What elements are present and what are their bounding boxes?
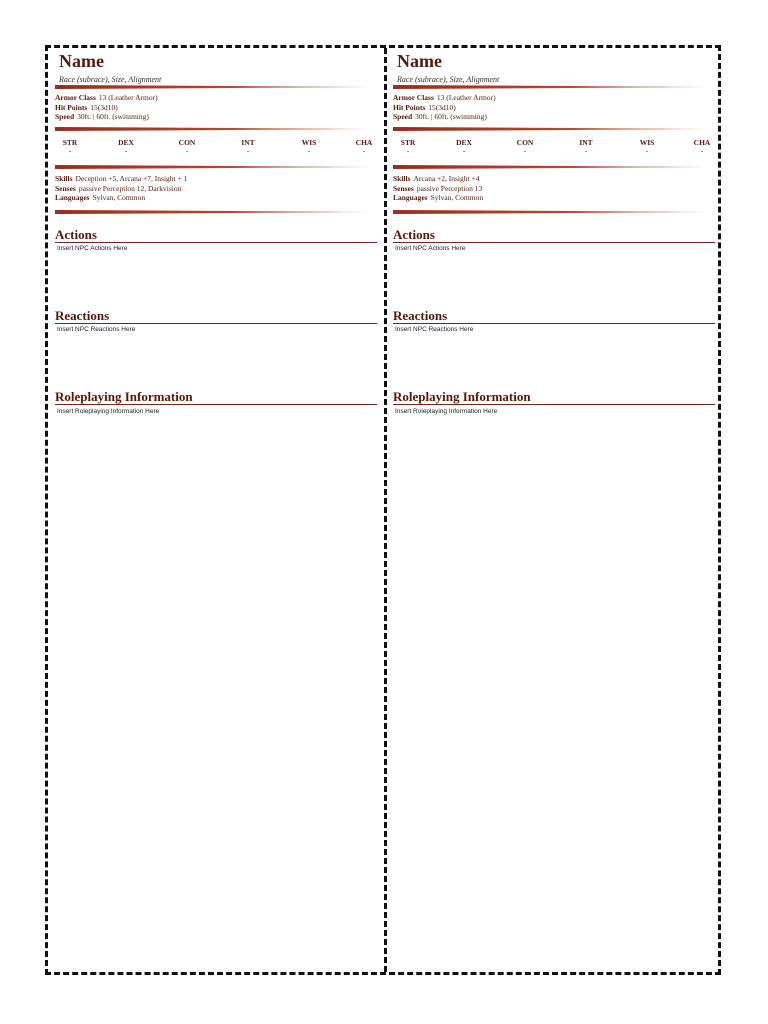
ability-cha [349,138,379,154]
armor-class-value: 13 (Leather Armor) [98,93,158,102]
ability-value: - [307,147,311,155]
roleplaying-body: Insert Roleplaying Information Here [395,408,498,415]
section-bar [55,165,373,169]
section-bar [55,210,373,214]
skills-label: Skills [55,174,73,183]
ability-value: - [462,147,466,155]
ability-label: WIS [639,138,655,147]
section-bar [55,127,373,131]
roleplaying-body: Insert Roleplaying Information Here [57,408,160,415]
languages-label: Languages [55,193,90,202]
ability-int [233,138,263,154]
hit-points-label: Hit Points [55,102,88,112]
armor-class-label: Armor Class [393,93,434,102]
ability-value: - [700,147,704,155]
ability-con [510,138,540,154]
ability-str [55,138,85,154]
hit-points-row [55,103,158,113]
section-bar [393,210,711,214]
roleplaying-heading: Roleplaying Information [55,389,377,405]
ability-label: CHA [693,138,711,147]
ability-scores [55,138,373,162]
ability-con [172,138,202,154]
core-stats [393,93,496,122]
skills-row [55,174,187,184]
npc-card-left [53,48,383,972]
ability-value: - [645,147,649,155]
section-bar [393,127,711,131]
ability-label: CHA [355,138,373,147]
hit-points-value: 15(3d10) [428,102,456,112]
core-stats [55,93,158,122]
section-bar [393,85,711,89]
reactions-heading: Reactions [393,308,715,324]
ability-label: STR [400,138,416,147]
ability-wis [632,138,662,154]
speed-label: Speed [55,112,75,121]
languages-row [55,193,187,203]
ability-value: - [584,147,588,155]
ability-value: - [246,147,250,155]
reactions-body: Insert NPC Reactions Here [395,326,474,333]
reactions-heading: Reactions [55,308,377,324]
section-bar [55,85,373,89]
hit-points-label: Hit Points [393,102,426,112]
senses-row [393,184,483,194]
actions-body: Insert NPC Actions Here [57,245,128,252]
ability-value: - [124,147,128,155]
speed-value: 30ft. | 60ft. (swimming) [415,112,487,121]
speed-value: 30ft. | 60ft. (swimming) [77,112,149,121]
ability-label: CON [516,138,534,147]
reactions-body: Insert NPC Reactions Here [57,326,136,333]
section-bar [393,165,711,169]
cut-line-divider [384,48,387,972]
senses-label: Senses [393,183,414,193]
ability-label: WIS [301,138,317,147]
armor-class-row [55,93,158,103]
properties [55,174,187,203]
ability-scores [393,138,711,162]
languages-value: Sylvan, Common [430,193,484,202]
properties [393,174,483,203]
npc-card-right [391,48,721,972]
stat-block-sheet [45,45,721,975]
ability-value: - [68,147,72,155]
skills-value: Deception +5, Arcana +7, Insight + 1 [75,174,188,183]
senses-value: passive Perception 13 [416,183,483,193]
speed-row [393,112,496,122]
armor-class-row [393,93,496,103]
speed-label: Speed [393,112,413,121]
ability-value: - [362,147,366,155]
ability-label: DEX [118,138,134,147]
languages-row [393,193,483,203]
actions-heading: Actions [55,227,377,243]
ability-str [393,138,423,154]
languages-value: Sylvan, Common [92,193,146,202]
roleplaying-heading: Roleplaying Information [393,389,715,405]
ability-label: DEX [456,138,472,147]
ability-value: - [406,147,410,155]
npc-name: Name [397,51,442,71]
ability-dex [111,138,141,154]
armor-class-label: Armor Class [55,93,96,102]
speed-row [55,112,158,122]
actions-body: Insert NPC Actions Here [395,245,466,252]
skills-row [393,174,483,184]
actions-heading: Actions [393,227,715,243]
npc-subtitle: Race (subrace), Size, Alignment [397,75,500,84]
ability-value: - [523,147,527,155]
ability-dex [449,138,479,154]
armor-class-value: 13 (Leather Armor) [436,93,496,102]
ability-label: INT [579,138,593,147]
ability-label: STR [62,138,78,147]
ability-value: - [185,147,189,155]
npc-name: Name [59,51,104,71]
ability-cha [687,138,717,154]
hit-points-row [393,103,496,113]
ability-wis [294,138,324,154]
senses-label: Senses [55,183,76,193]
skills-value: Arcana +2, Insight +4 [413,174,480,183]
ability-label: CON [178,138,196,147]
languages-label: Languages [393,193,428,202]
skills-label: Skills [393,174,411,183]
npc-subtitle: Race (subrace), Size, Alignment [59,75,162,84]
senses-value: passive Perception 12, Darkvision [78,183,182,193]
ability-int [571,138,601,154]
hit-points-value: 15(3d10) [90,102,118,112]
senses-row [55,184,187,194]
ability-label: INT [241,138,255,147]
